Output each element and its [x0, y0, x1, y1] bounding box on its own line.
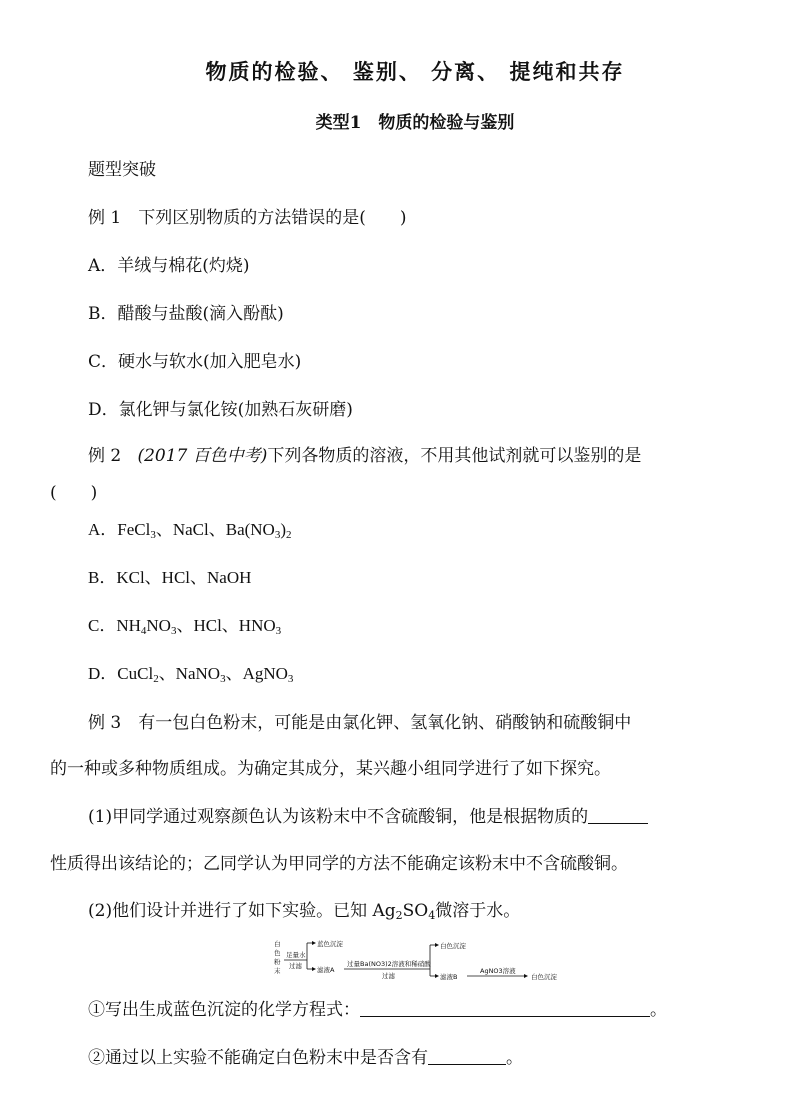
flow-start-char-2: 色 — [274, 949, 281, 957]
flow-filtrate-b: 滤液B — [440, 973, 458, 981]
example-2-source: (2017 百色中考) — [137, 446, 268, 466]
flow-white-precipitate-1: 白色沉淀 — [440, 942, 466, 950]
example-2-option-c: C．$NH_4NO_3$、HCl、$HNO_3$ — [88, 616, 282, 637]
flow-step3-top: AgNO3溶液 — [480, 967, 516, 975]
example-1-option-a: A．羊绒与棉花(灼烧) — [88, 256, 250, 276]
question-2a: ①写出生成蓝色沉淀的化学方程式： 。 — [88, 1000, 667, 1020]
flow-filtrate-a: 滤液A — [317, 966, 335, 974]
example-2-option-a: A．FeCl$_3$、NaCl、$Ba(NO_3)_2$ — [88, 520, 292, 541]
flow-step2-top: 过量Ba(NO3)2溶液和稀硝酸 — [347, 960, 431, 968]
example-2-option-d: D．CuCl$_2$、NaNO$_3$、AgNO$_3$ — [88, 664, 294, 685]
example-2-label: 例 2 — [88, 446, 122, 466]
flow-white-precipitate-2: 白色沉淀 — [531, 973, 557, 981]
example-2-option-b: B．KCl、HCl、NaOH — [88, 568, 252, 587]
example-3-line-1: 例 3 有一包白色粉末，可能是由氯化钾、氢氧化钠、硝酸钠和硫酸铜中 — [88, 713, 632, 733]
example-2-stem — [88, 444, 641, 468]
experiment-flow-diagram — [272, 937, 572, 981]
flow-step1-top: 足量水 — [286, 951, 306, 959]
question-1-line-2: 性质得出该结论的；乙同学认为甲同学的方法不能确定该粉末中不含硫酸铜。 — [50, 854, 628, 874]
example-1-option-b: B．醋酸与盐酸(滴入酚酞) — [88, 304, 284, 324]
example-2-paren: ( ) — [50, 483, 98, 503]
answer-blank-2[interactable] — [360, 1016, 650, 1017]
example-1-stem: 例 1 下列区别物质的方法错误的是( ) — [88, 208, 407, 228]
section-heading: 题型突破 — [88, 160, 156, 180]
question-1-line-1: (1)甲同学通过观察颜色认为该粉末中不含硫酸铜，他是根据物质的 — [88, 805, 648, 829]
answer-blank-3[interactable] — [428, 1064, 506, 1065]
flow-start-char-3: 粉 — [274, 958, 281, 966]
example-1-option-c: C．硬水与软水(加入肥皂水) — [88, 352, 302, 372]
example-3-line-2: 的一种或多种物质组成。为确定其成分，某兴趣小组同学进行了如下探究。 — [50, 759, 611, 779]
page-title: 物质的检验、 鉴别、 分离、 提纯和共存 — [205, 59, 625, 84]
flow-start-char-4: 末 — [274, 967, 281, 975]
question-2-text: (2)他们设计并进行了如下实验。已知 $Ag_2SO_4$微溶于水。 — [88, 901, 521, 922]
flow-step1-bottom: 过滤 — [289, 962, 302, 970]
example-1-option-d: D．氯化钾与氯化铵(加熟石灰研磨) — [88, 400, 353, 420]
answer-blank-1[interactable] — [588, 823, 648, 824]
flow-start-char-1: 白 — [274, 940, 281, 948]
example-2-question: 下列各物质的溶液，不用其他试剂就可以鉴别的是 — [267, 446, 642, 466]
question-2b: ②通过以上实验不能确定白色粉末中是否含有 。 — [88, 1048, 523, 1068]
flow-step2-bottom: 过滤 — [382, 972, 395, 980]
section-subtitle: 类型1 物质的检验与鉴别 — [315, 113, 515, 133]
flow-blue-precipitate: 蓝色沉淀 — [317, 940, 343, 948]
